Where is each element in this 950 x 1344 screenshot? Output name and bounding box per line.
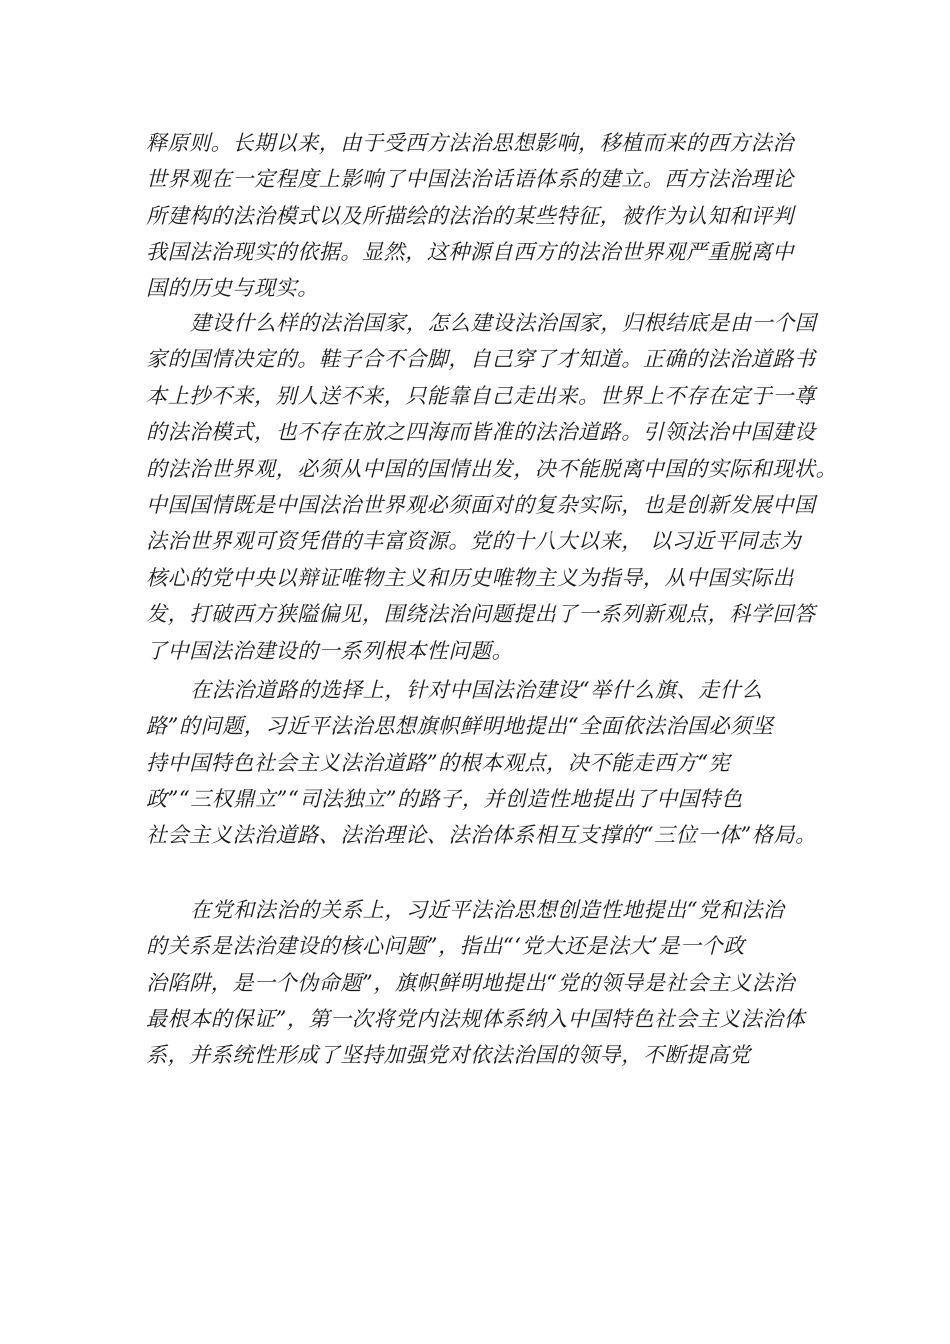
text-line: 法治世界观可资凭借的丰富资源。党的十八大以来， 以习近平同志为 xyxy=(146,529,802,554)
text-line: 在党和法治的关系上，习近平法治思想创造性地提出“党和法治 xyxy=(190,898,785,922)
text-line: 的关系是法治建设的核心问题”，指出“‘党大还是法大’是一个政 xyxy=(146,934,745,959)
text-line: 我国法治现实的依据。显然，这种源自西方的法治世界观严重脱离中 xyxy=(146,239,794,264)
text-line: 建设什么样的法治国家，怎么建设法治国家，归根结底是由一个国 xyxy=(190,311,817,335)
text-line: 持中国特色社会主义法治道路”的根本观点，决不能走西方“宪 xyxy=(146,750,731,775)
text-line: 发，打破西方狭隘偏见，围绕法治问题提出了一系列新观点，科学回答 xyxy=(146,602,816,627)
text-line: 最根本的保证”，第一次将党内法规体系纳入中国特色社会主义法治体 xyxy=(146,1006,806,1031)
text-line: 的法治世界观，必须从中国的国情出发，决不能脱离中国的实际和现状。 xyxy=(146,456,838,481)
text-line: 释原则。长期以来，由于受西方法治思想影响，移植而来的西方法治 xyxy=(146,131,794,155)
text-line: 路”的问题，习近平法治思想旗帜鲜明地提出“全面依法治国必须坚 xyxy=(146,714,774,739)
text-line: 国的历史与现实。 xyxy=(146,276,319,300)
text-line: 本上抄不来，别人送不来，只能靠自己走出来。世界上不存在定于一尊 xyxy=(146,383,816,408)
text-line: 政”“三权鼎立”“司法独立”的路子，并创造性地提出了中国特色 xyxy=(146,786,743,811)
text-line: 在法治道路的选择上，针对中国法治建设“举什么旗、走什么 xyxy=(190,678,763,702)
text-line: 治陷阱，是一个伪命题”，旗帜鲜明地提出“党的领导是社会主义法治 xyxy=(146,970,796,995)
text-line: 所建构的法治模式以及所描绘的法治的某些特征，被作为认知和评判 xyxy=(146,203,794,228)
text-line: 了中国法治建设的一系列根本性问题。 xyxy=(146,638,514,663)
text-line: 中国国情既是中国法治世界观必须面对的复杂实际，也是创新发展中国 xyxy=(146,493,816,517)
text-line: 世界观在一定程度上影响了中国法治话语体系的建立。西方法治理论 xyxy=(146,167,794,192)
text-line: 系，并系统性形成了坚持加强党对依法治国的领导，不断提高党 xyxy=(146,1043,751,1068)
text-line: 的法治模式，也不存在放之四海而皆准的法治道路。引领法治中国建设 xyxy=(146,420,816,445)
text-line: 社会主义法治道路、法治理论、法治体系相互支撑的“三位一体”格局。 xyxy=(146,823,817,848)
text-line: 家的国情决定的。鞋子合不合脚，自己穿了才知道。正确的法治道路书 xyxy=(146,347,816,372)
document-body xyxy=(146,0,838,1344)
text-line: 核心的党中央以辩证唯物主义和历史唯物主义为指导，从中国实际出 xyxy=(146,565,794,590)
